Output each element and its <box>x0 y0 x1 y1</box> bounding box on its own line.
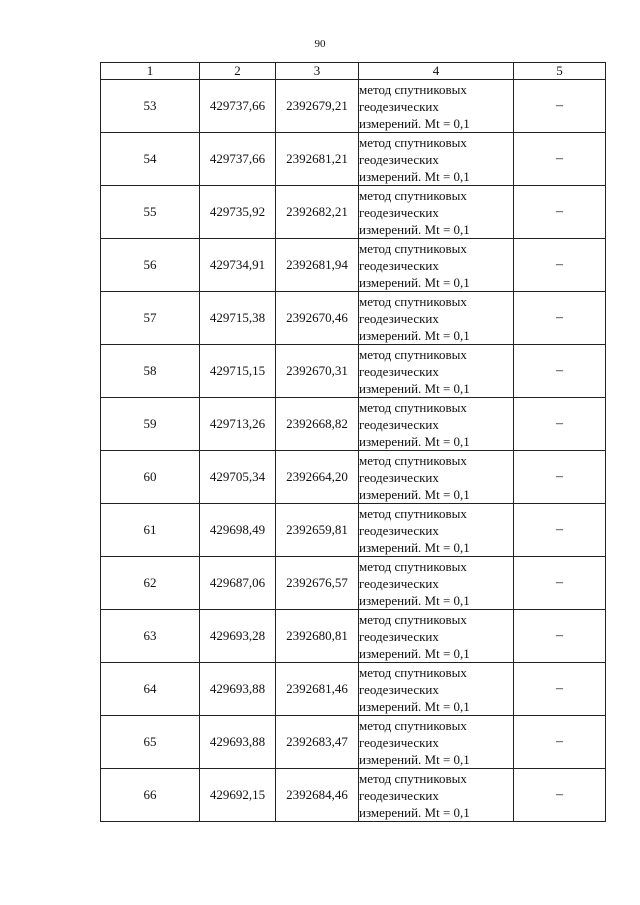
method-line-1: метод спутниковых <box>359 399 467 415</box>
coordinate-x: 429693,88 <box>200 716 276 769</box>
note-dash: – <box>514 345 606 398</box>
table-row <box>101 345 606 398</box>
point-number: 58 <box>101 345 200 398</box>
table-row <box>101 239 606 292</box>
method-line-1: метод спутниковых <box>359 664 467 680</box>
coordinate-y: 2392668,82 <box>276 398 359 451</box>
point-number: 54 <box>101 133 200 186</box>
note-dash: – <box>514 80 606 133</box>
note-dash: – <box>514 186 606 239</box>
header-col-3: 3 <box>276 63 359 80</box>
coordinate-y: 2392670,31 <box>276 345 359 398</box>
method-line-3: измерений. Mt = 0,1 <box>359 804 470 820</box>
method-line-1: метод спутниковых <box>359 611 467 627</box>
coordinate-y: 2392683,47 <box>276 716 359 769</box>
method-line-1: метод спутниковых <box>359 452 467 468</box>
point-number: 60 <box>101 451 200 504</box>
method-line-2: геодезических <box>359 204 439 220</box>
coordinate-y: 2392664,20 <box>276 451 359 504</box>
method-line-1: метод спутниковых <box>359 81 467 97</box>
table-row <box>101 663 606 716</box>
table-row <box>101 398 606 451</box>
method-line-3: измерений. Mt = 0,1 <box>359 327 470 343</box>
method-line-3: измерений. Mt = 0,1 <box>359 539 470 555</box>
method-description <box>359 716 514 769</box>
point-number: 65 <box>101 716 200 769</box>
method-description <box>359 133 514 186</box>
header-col-1: 1 <box>101 63 200 80</box>
coordinate-y: 2392659,81 <box>276 504 359 557</box>
coordinate-x: 429734,91 <box>200 239 276 292</box>
table-row <box>101 557 606 610</box>
method-line-2: геодезических <box>359 628 439 644</box>
coordinate-y: 2392681,46 <box>276 663 359 716</box>
table-body <box>101 80 606 822</box>
point-number: 61 <box>101 504 200 557</box>
method-description <box>359 610 514 663</box>
method-description <box>359 398 514 451</box>
method-line-2: геодезических <box>359 469 439 485</box>
point-number: 63 <box>101 610 200 663</box>
method-description <box>359 504 514 557</box>
coordinate-x: 429692,15 <box>200 769 276 822</box>
method-line-2: геодезических <box>359 416 439 432</box>
coordinate-x: 429735,92 <box>200 186 276 239</box>
method-description <box>359 80 514 133</box>
method-description <box>359 239 514 292</box>
method-line-2: геодезических <box>359 310 439 326</box>
method-line-3: измерений. Mt = 0,1 <box>359 751 470 767</box>
method-line-2: геодезических <box>359 363 439 379</box>
note-dash: – <box>514 133 606 186</box>
note-dash: – <box>514 769 606 822</box>
coordinates-table <box>100 62 606 822</box>
method-line-1: метод спутниковых <box>359 770 467 786</box>
table-header-row <box>101 63 606 80</box>
table-row <box>101 610 606 663</box>
method-line-3: измерений. Mt = 0,1 <box>359 645 470 661</box>
note-dash: – <box>514 398 606 451</box>
table-row <box>101 186 606 239</box>
header-col-2: 2 <box>200 63 276 80</box>
note-dash: – <box>514 239 606 292</box>
method-description <box>359 769 514 822</box>
method-line-3: измерений. Mt = 0,1 <box>359 168 470 184</box>
table-row <box>101 716 606 769</box>
coordinate-y: 2392684,46 <box>276 769 359 822</box>
coordinate-x: 429715,15 <box>200 345 276 398</box>
coordinate-x: 429737,66 <box>200 133 276 186</box>
method-line-3: измерений. Mt = 0,1 <box>359 380 470 396</box>
note-dash: – <box>514 716 606 769</box>
method-line-2: геодезических <box>359 734 439 750</box>
coordinate-x: 429715,38 <box>200 292 276 345</box>
coordinate-x: 429693,28 <box>200 610 276 663</box>
coordinate-x: 429693,88 <box>200 663 276 716</box>
page-number: 90 <box>314 38 326 50</box>
method-line-2: геодезических <box>359 98 439 114</box>
method-line-3: измерений. Mt = 0,1 <box>359 433 470 449</box>
point-number: 66 <box>101 769 200 822</box>
point-number: 56 <box>101 239 200 292</box>
note-dash: – <box>514 557 606 610</box>
coordinate-x: 429737,66 <box>200 80 276 133</box>
note-dash: – <box>514 451 606 504</box>
method-line-2: геодезических <box>359 257 439 273</box>
coordinate-x: 429705,34 <box>200 451 276 504</box>
table-row <box>101 80 606 133</box>
method-line-3: измерений. Mt = 0,1 <box>359 486 470 502</box>
note-dash: – <box>514 663 606 716</box>
method-description <box>359 186 514 239</box>
method-line-1: метод спутниковых <box>359 187 467 203</box>
method-line-1: метод спутниковых <box>359 346 467 362</box>
coordinate-y: 2392680,81 <box>276 610 359 663</box>
method-line-1: метод спутниковых <box>359 505 467 521</box>
coordinate-x: 429698,49 <box>200 504 276 557</box>
method-line-1: метод спутниковых <box>359 293 467 309</box>
coordinate-y: 2392670,46 <box>276 292 359 345</box>
method-line-1: метод спутниковых <box>359 134 467 150</box>
point-number: 62 <box>101 557 200 610</box>
coordinate-x: 429713,26 <box>200 398 276 451</box>
method-line-1: метод спутниковых <box>359 240 467 256</box>
header-col-5: 5 <box>514 63 606 80</box>
method-line-3: измерений. Mt = 0,1 <box>359 221 470 237</box>
method-line-3: измерений. Mt = 0,1 <box>359 115 470 131</box>
coordinate-y: 2392682,21 <box>276 186 359 239</box>
method-description <box>359 557 514 610</box>
point-number: 59 <box>101 398 200 451</box>
method-line-3: измерений. Mt = 0,1 <box>359 698 470 714</box>
point-number: 57 <box>101 292 200 345</box>
method-line-2: геодезических <box>359 522 439 538</box>
method-line-2: геодезических <box>359 575 439 591</box>
table-row <box>101 769 606 822</box>
method-description <box>359 451 514 504</box>
point-number: 55 <box>101 186 200 239</box>
method-line-2: геодезических <box>359 787 439 803</box>
method-line-3: измерений. Mt = 0,1 <box>359 592 470 608</box>
method-line-1: метод спутниковых <box>359 717 467 733</box>
note-dash: – <box>514 610 606 663</box>
header-col-4: 4 <box>359 63 514 80</box>
table-row <box>101 451 606 504</box>
method-line-3: измерений. Mt = 0,1 <box>359 274 470 290</box>
coordinate-y: 2392676,57 <box>276 557 359 610</box>
method-description <box>359 345 514 398</box>
table-row <box>101 504 606 557</box>
method-line-1: метод спутниковых <box>359 558 467 574</box>
table-row <box>101 133 606 186</box>
table-row <box>101 292 606 345</box>
method-line-2: геодезических <box>359 681 439 697</box>
method-description <box>359 663 514 716</box>
note-dash: – <box>514 504 606 557</box>
coordinate-x: 429687,06 <box>200 557 276 610</box>
point-number: 53 <box>101 80 200 133</box>
coordinate-y: 2392681,21 <box>276 133 359 186</box>
coordinate-y: 2392679,21 <box>276 80 359 133</box>
coordinate-y: 2392681,94 <box>276 239 359 292</box>
method-description <box>359 292 514 345</box>
point-number: 64 <box>101 663 200 716</box>
note-dash: – <box>514 292 606 345</box>
method-line-2: геодезических <box>359 151 439 167</box>
